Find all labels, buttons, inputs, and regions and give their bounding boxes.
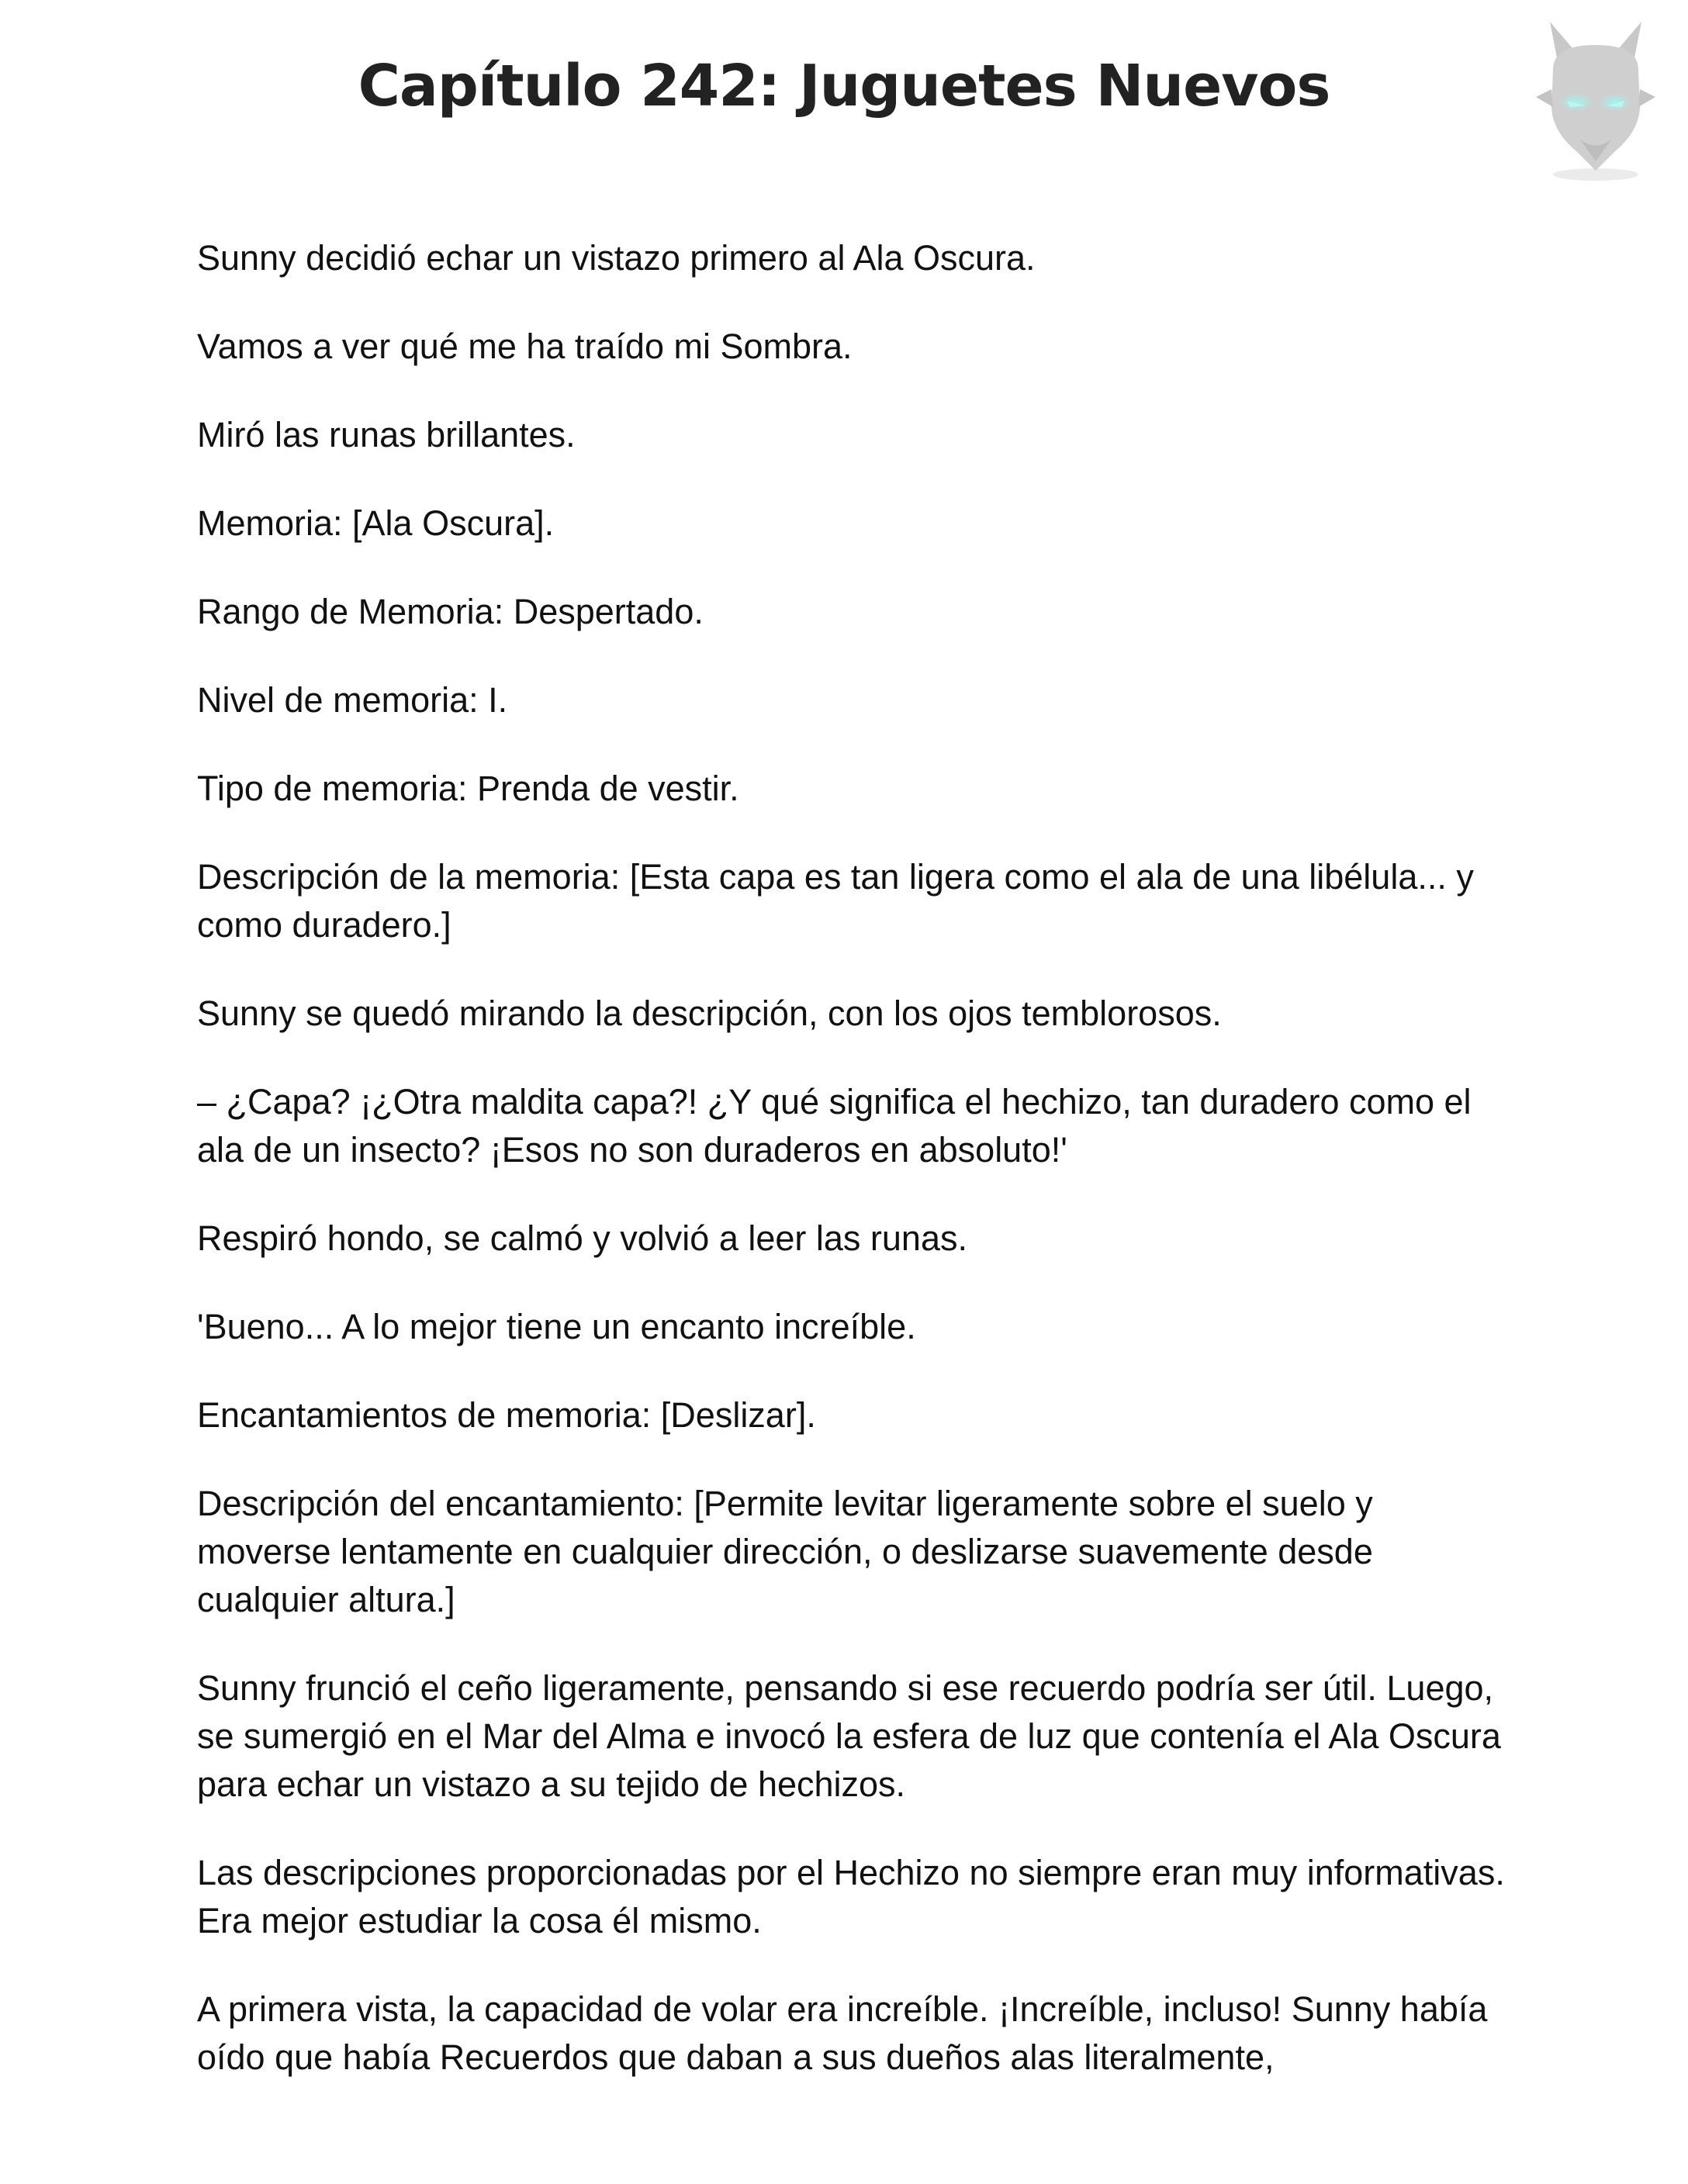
paragraph: Sunny decidió echar un vistazo primero al Ala Oscura. xyxy=(197,238,1036,278)
paragraph: Sunny se quedó mirando la descripción, con los ojos temblorosos. xyxy=(197,994,1222,1033)
demon-head-logo-icon xyxy=(1522,16,1669,186)
paragraph: A primera vista, la capacidad de volar era increíble. ¡Increíble, incluso! Sunny había oído que había Recuerdos que daban a sus dueños alas literalmente, xyxy=(197,1989,1488,2077)
paragraph: Descripción del encantamiento: [Permite levitar ligeramente sobre el suelo y moverse lentamente en cualquier dirección, o deslizarse suavemente desde cualquier altura.] xyxy=(197,1484,1373,1619)
paragraph: Miró las runas brillantes. xyxy=(197,415,576,454)
chapter-body xyxy=(197,234,1516,2122)
paragraph: – ¿Capa? ¡¿Otra maldita capa?! ¿Y qué significa el hechizo, tan duradero como el ala de un insecto? ¡Esos no son duraderos en absoluto!' xyxy=(197,1082,1472,1170)
paragraph: Las descripciones proporcionadas por el Hechizo no siempre eran muy informativas. Era mejor estudiar la cosa él mismo. xyxy=(197,1853,1505,1940)
paragraph: Rango de Memoria: Despertado. xyxy=(197,592,704,631)
paragraph: Tipo de memoria: Prenda de vestir. xyxy=(197,769,739,808)
paragraph: Nivel de memoria: I. xyxy=(197,680,508,720)
paragraph: Vamos a ver qué me ha traído mi Sombra. xyxy=(197,327,853,366)
paragraph: 'Bueno... A lo mejor tiene un encanto increíble. xyxy=(197,1307,916,1346)
paragraph: Descripción de la memoria: [Esta capa es tan ligera como el ala de una libélula... y como duradero.] xyxy=(197,857,1474,945)
paragraph: Sunny frunció el ceño ligeramente, pensando si ese recuerdo podría ser útil. Luego, se sumergió en el Mar del Alma e invocó la esfera de luz que contenía el Ala Oscura para echar un vistazo a su tejido de hechizos. xyxy=(197,1668,1501,1804)
paragraph: Respiró hondo, se calmó y volvió a leer las runas. xyxy=(197,1218,967,1258)
paragraph: Encantamientos de memoria: [Deslizar]. xyxy=(197,1395,816,1435)
paragraph: Memoria: [Ala Oscura]. xyxy=(197,503,555,543)
chapter-title: Capítulo 242: Juguetes Nuevos xyxy=(358,53,1330,119)
